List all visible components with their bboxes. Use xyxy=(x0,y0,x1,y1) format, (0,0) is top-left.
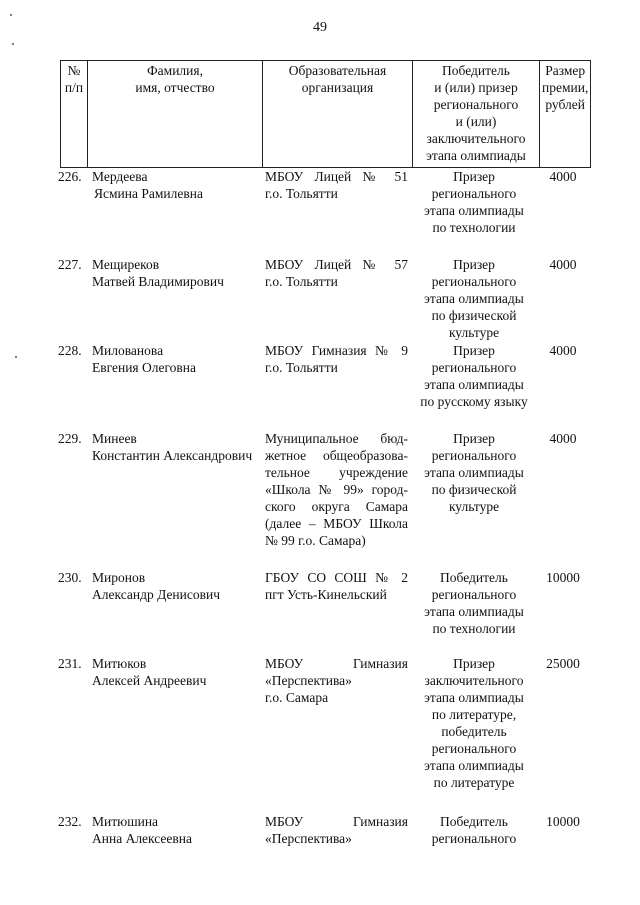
award-line: регионального xyxy=(431,741,517,756)
org-line: МБОУ Гимназия xyxy=(265,656,408,671)
award-status xyxy=(410,430,538,515)
award-line: этапа олимпиады xyxy=(424,758,524,773)
header-col-number xyxy=(61,61,88,168)
student-name xyxy=(92,813,257,847)
award-line: этапа олимпиады xyxy=(424,465,524,480)
award-line: по русскому языку xyxy=(420,394,528,409)
org-line: ГБОУ СО СОШ № 2 xyxy=(265,570,408,585)
award-line: культуре xyxy=(448,325,500,340)
name-line: Мещиреков xyxy=(92,257,160,272)
prize-amount: 4000 xyxy=(549,257,577,272)
student-name xyxy=(92,655,257,689)
organization xyxy=(265,168,408,202)
name-line: Милованова xyxy=(92,343,164,358)
header-line: рублей xyxy=(545,97,585,112)
header-line: Победитель xyxy=(442,63,510,78)
row-number: 227. xyxy=(58,257,82,272)
award-status xyxy=(410,655,538,791)
org-line: ского округа Самара xyxy=(265,499,408,514)
student-name xyxy=(92,569,257,603)
award-line: этапа олимпиады xyxy=(424,690,524,705)
student-name xyxy=(92,256,257,290)
name-line: Митюшина xyxy=(92,814,159,829)
header-line: п/п xyxy=(64,80,84,95)
org-line: г.о. Тольятти xyxy=(265,360,338,375)
name-line: Анна Алексеевна xyxy=(92,831,192,846)
row-number: 230. xyxy=(58,570,82,585)
prize-amount: 4000 xyxy=(549,343,577,358)
row-number: 228. xyxy=(58,343,82,358)
name-line: Константин Александрович xyxy=(92,448,253,463)
award-line: по физической xyxy=(431,482,517,497)
prize-amount: 25000 xyxy=(546,656,580,671)
organization xyxy=(265,342,408,376)
award-line: Призер xyxy=(453,169,495,184)
award-status xyxy=(410,342,538,410)
header-col-award xyxy=(413,61,540,168)
header-line: организация xyxy=(301,80,374,95)
award-line: регионального xyxy=(431,587,517,602)
header-line: Фамилия, xyxy=(147,63,203,78)
prize-amount: 10000 xyxy=(546,814,580,829)
award-status xyxy=(410,256,538,341)
award-status xyxy=(410,569,538,637)
award-status xyxy=(410,813,538,847)
award-line: Призер xyxy=(453,257,495,272)
org-line: МБОУ Лицей № 51 xyxy=(265,169,408,184)
name-line: Миронов xyxy=(92,570,146,585)
row-number: 229. xyxy=(58,431,82,446)
student-name xyxy=(92,168,257,202)
org-line: г.о. Самара xyxy=(265,690,329,705)
name-line: Митюков xyxy=(92,656,147,671)
org-line: «Перспектива» xyxy=(265,831,352,846)
name-line: Минеев xyxy=(92,431,137,446)
award-line: регионального xyxy=(431,448,517,463)
org-line: (далее – МБОУ Школа xyxy=(265,516,408,531)
award-line: по литературе xyxy=(433,775,515,790)
award-line: Победитель xyxy=(440,814,508,829)
org-line: г.о. Тольятти xyxy=(265,186,338,201)
org-line: № 99 г.о. Самара) xyxy=(265,533,366,548)
award-line: регионального xyxy=(431,274,517,289)
name-line: Матвей Владимирович xyxy=(92,274,224,289)
org-line: МБОУ Гимназия № 9 xyxy=(265,343,408,358)
org-line: жетное общеобразова- xyxy=(265,448,408,463)
header-line: и (или) призер xyxy=(434,80,518,95)
organization xyxy=(265,655,408,706)
name-line: Алексей Андреевич xyxy=(92,673,207,688)
award-line: регионального xyxy=(431,831,517,846)
organization xyxy=(265,256,408,290)
header-line: премии, xyxy=(542,80,589,95)
award-line: по технологии xyxy=(432,220,516,235)
award-line: по технологии xyxy=(432,621,516,636)
student-name xyxy=(92,430,257,464)
award-line: Призер xyxy=(453,656,495,671)
header-line: имя, отчество xyxy=(135,80,215,95)
award-status xyxy=(410,168,538,236)
award-line: победитель xyxy=(441,724,507,739)
award-line: по литературе, xyxy=(431,707,517,722)
org-line: МБОУ Гимназия xyxy=(265,814,408,829)
header-line: Размер xyxy=(545,63,586,78)
header-line: № xyxy=(67,63,81,78)
page-number: 49 xyxy=(313,20,327,35)
prize-amount: 4000 xyxy=(549,169,577,184)
prize-amount: 10000 xyxy=(546,570,580,585)
org-line: МБОУ Лицей № 57 xyxy=(265,257,408,272)
header-line: и (или) xyxy=(455,114,497,129)
student-name xyxy=(92,342,257,376)
name-line: Мердеева xyxy=(92,169,148,184)
award-line: Призер xyxy=(453,431,495,446)
name-line: Евгения Олеговна xyxy=(92,360,197,375)
org-line: «Школа № 99» город- xyxy=(265,482,408,497)
award-line: этапа олимпиады xyxy=(424,604,524,619)
scan-speck xyxy=(12,43,14,45)
header-line: заключительного xyxy=(426,131,526,146)
header-col-name xyxy=(88,61,263,168)
org-line: «Перспектива» xyxy=(265,673,352,688)
award-line: этапа олимпиады xyxy=(424,377,524,392)
org-line: г.о. Тольятти xyxy=(265,274,338,289)
row-number: 226. xyxy=(58,169,82,184)
scan-speck xyxy=(10,14,12,16)
organization xyxy=(265,813,408,847)
header-line: этапа олимпиады xyxy=(426,148,526,163)
scan-speck xyxy=(15,356,17,358)
award-line: по физической xyxy=(431,308,517,323)
org-line: пгт Усть-Кинельский xyxy=(265,587,387,602)
header-col-organization xyxy=(263,61,413,168)
table-header xyxy=(60,60,591,168)
header-col-amount xyxy=(540,61,591,168)
award-line: регионального xyxy=(431,360,517,375)
org-line: тельное учреждение xyxy=(265,465,408,480)
organization xyxy=(265,430,408,549)
row-number: 232. xyxy=(58,814,82,829)
header-line: регионального xyxy=(433,97,519,112)
award-line: этапа олимпиады xyxy=(424,291,524,306)
name-line: Александр Денисович xyxy=(92,587,221,602)
award-line: Призер xyxy=(453,343,495,358)
row-number: 231. xyxy=(58,656,82,671)
org-line: Муниципальное бюд- xyxy=(265,431,408,446)
header-line: Образовательная xyxy=(288,63,387,78)
award-line: Победитель xyxy=(440,570,508,585)
award-line: заключительного xyxy=(424,673,524,688)
award-line: этапа олимпиады xyxy=(424,203,524,218)
prize-amount: 4000 xyxy=(549,431,577,446)
name-line: Ясмина Рамилевна xyxy=(94,186,203,201)
organization xyxy=(265,569,408,603)
award-line: культуре xyxy=(448,499,500,514)
award-line: регионального xyxy=(431,186,517,201)
